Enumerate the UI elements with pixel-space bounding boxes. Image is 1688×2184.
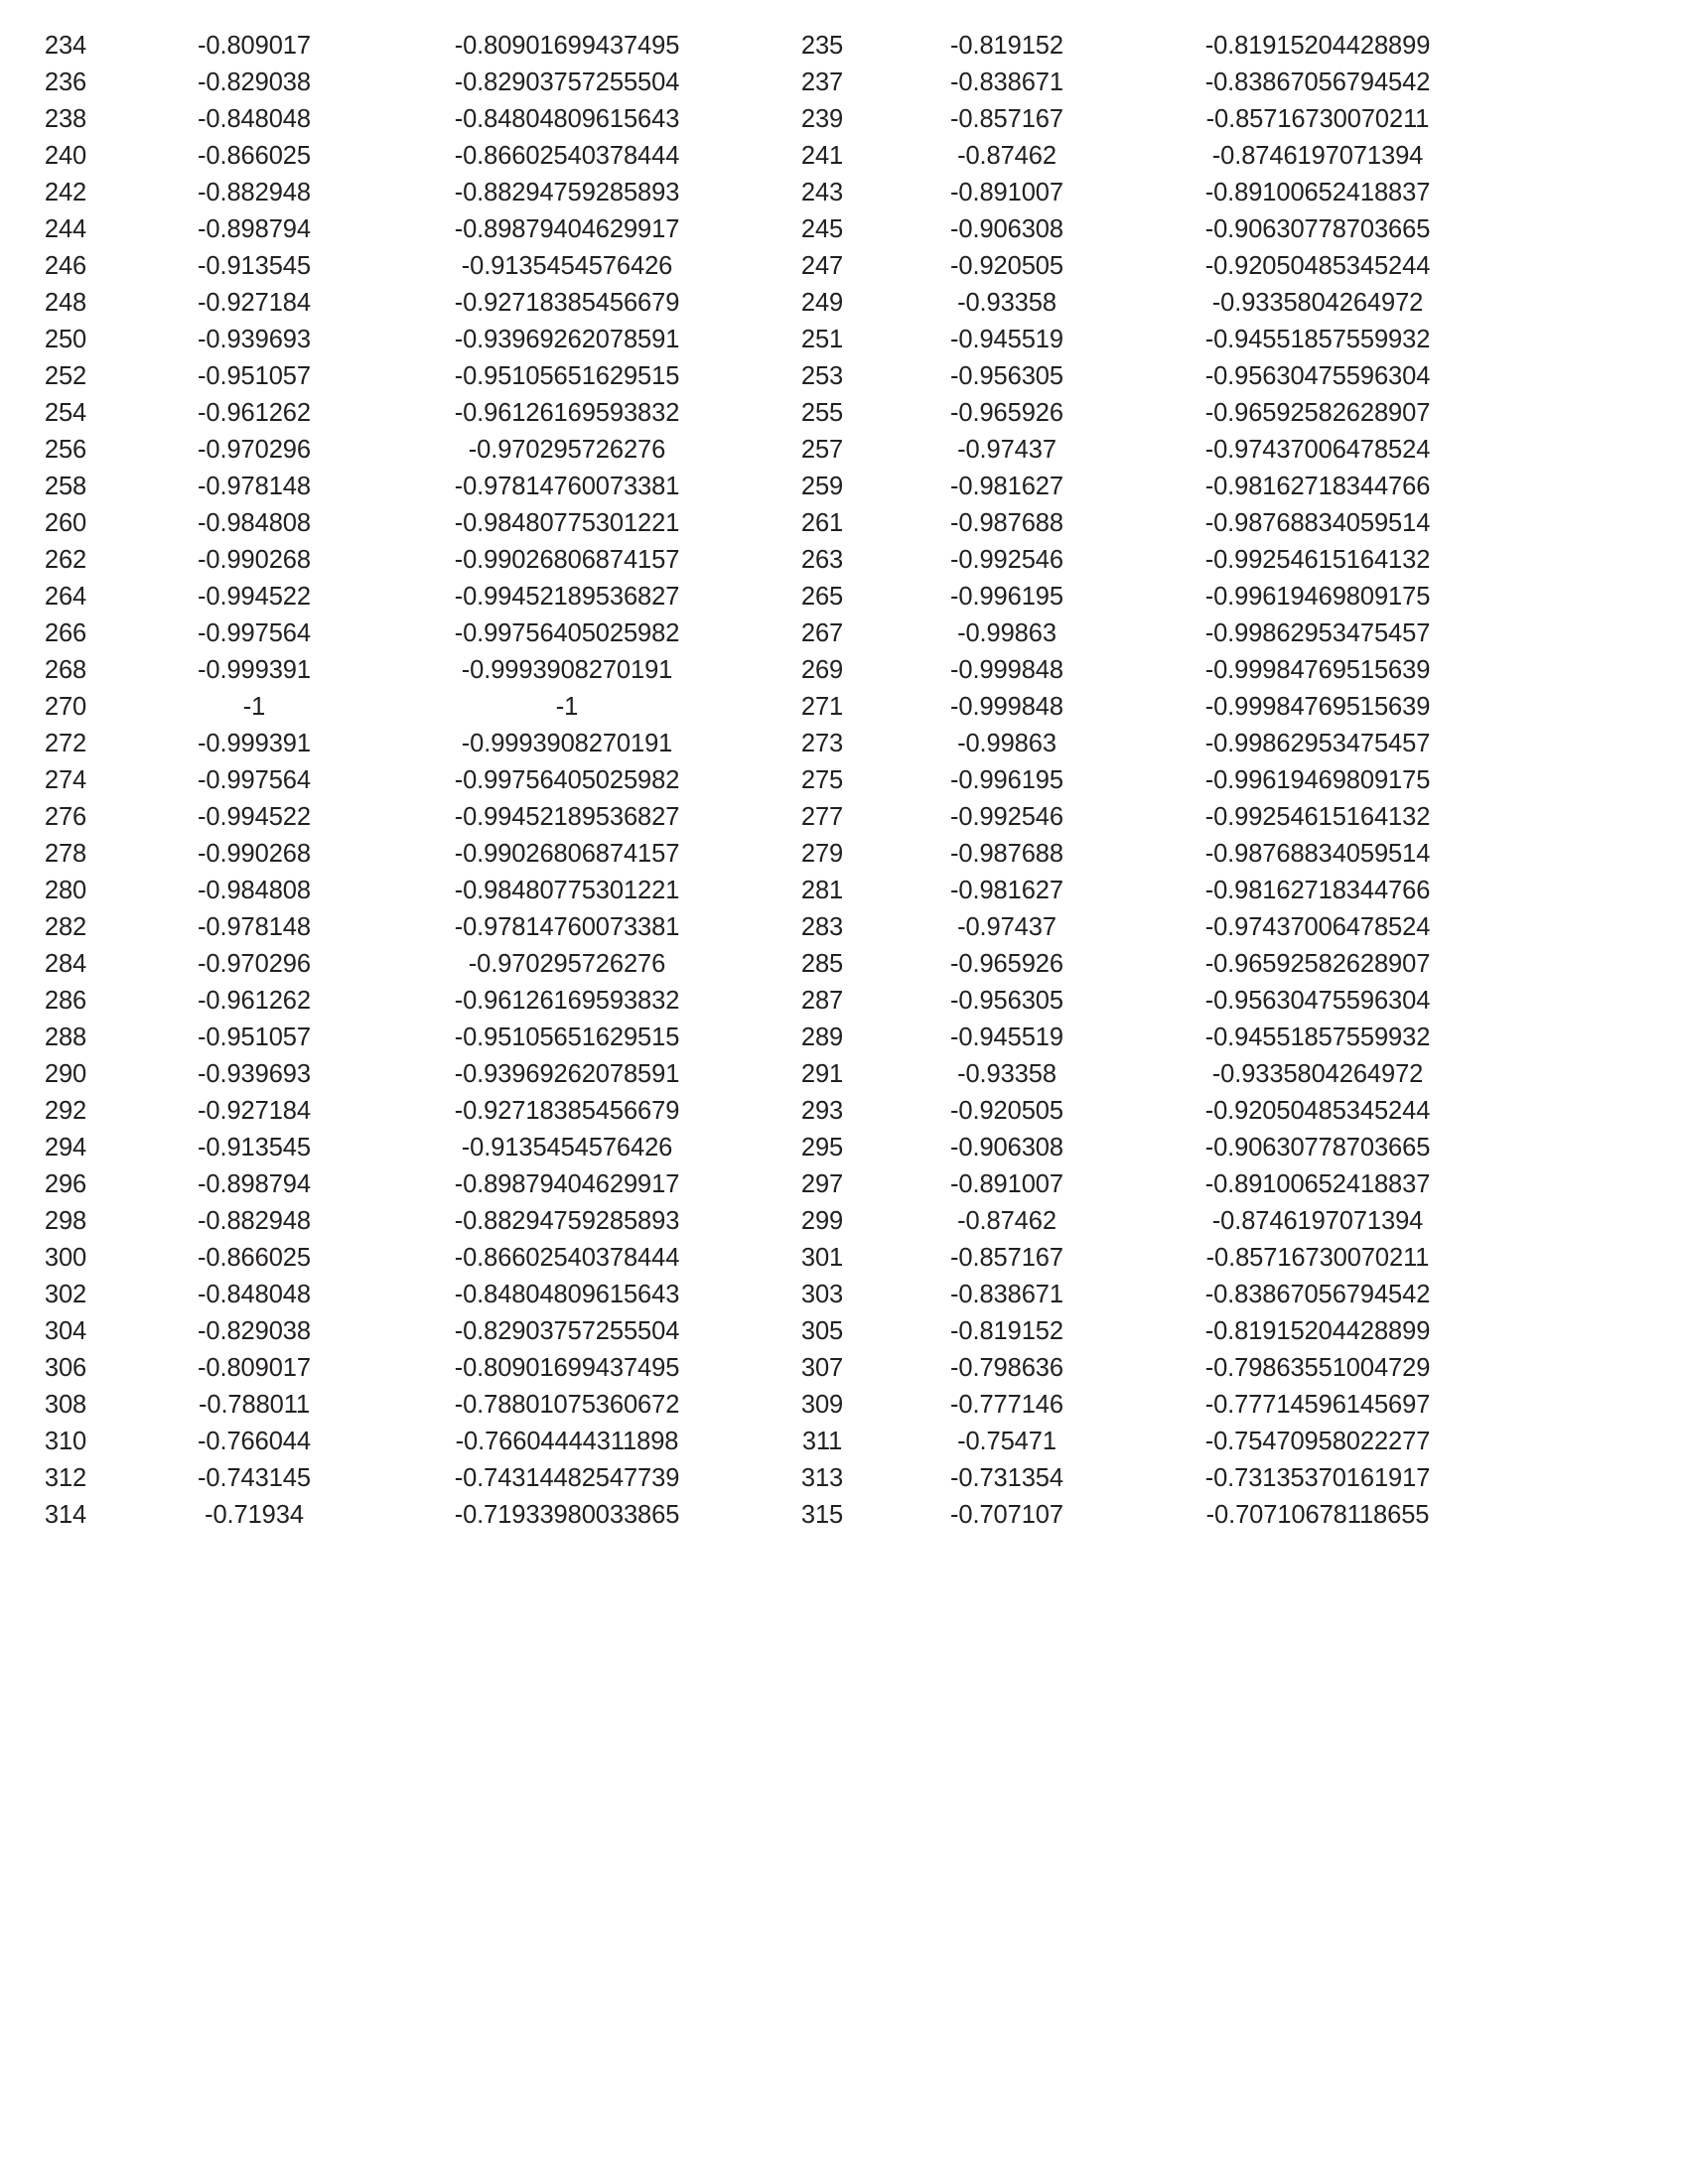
cell-full-precision-left: -0.970295726276: [468, 436, 666, 464]
table-row: [0, 248, 1509, 285]
cell-full-precision-right: -0.9335804264972: [1211, 289, 1424, 317]
cell-value-right: -0.999848: [950, 693, 1063, 721]
cell-value-right: -0.819152: [950, 32, 1063, 60]
table-row: [0, 615, 1509, 652]
table-row: [0, 946, 1509, 983]
cell-full-precision-left: -0.92718385456679: [454, 289, 680, 317]
cell-index-left: 298: [44, 1207, 87, 1235]
cell-index-left: 244: [44, 215, 87, 243]
cell-index-left: 292: [44, 1097, 87, 1125]
cell-full-precision-right: -0.95630475596304: [1204, 987, 1431, 1015]
cell-index-right: 313: [800, 1464, 844, 1492]
cell-value-right: -0.956305: [950, 362, 1063, 390]
cell-value-right: -0.987688: [950, 840, 1063, 868]
cell-full-precision-left: -0.88294759285893: [454, 179, 680, 206]
cell-index-left: 302: [44, 1281, 87, 1308]
cell-full-precision-left: -0.970295726276: [468, 950, 666, 978]
cell-full-precision-right: -0.8746197071394: [1211, 142, 1424, 170]
cell-index-right: 301: [800, 1244, 844, 1272]
table-row: [0, 836, 1509, 873]
cell-index-left: 268: [44, 656, 87, 684]
cell-value-right: -0.981627: [950, 473, 1063, 500]
cell-value-left: -0.848048: [198, 105, 311, 133]
cell-full-precision-right: -0.90630778703665: [1204, 215, 1431, 243]
table-row: [0, 799, 1509, 836]
cell-value-right: -0.981627: [950, 877, 1063, 904]
cell-full-precision-right: -0.85716730070211: [1205, 1244, 1430, 1272]
table-row: [0, 469, 1509, 505]
cell-index-right: 309: [800, 1391, 844, 1419]
cell-index-left: 246: [44, 252, 87, 280]
cell-index-left: 238: [44, 105, 87, 133]
cell-full-precision-right: -0.83867056794542: [1204, 68, 1431, 96]
cell-value-right: -0.945519: [950, 326, 1063, 353]
cell-index-right: 279: [800, 840, 844, 868]
cell-index-left: 264: [44, 583, 87, 611]
cell-index-right: 281: [800, 877, 844, 904]
cell-value-left: -0.743145: [198, 1464, 311, 1492]
cell-index-right: 265: [800, 583, 844, 611]
cell-full-precision-left: -0.92718385456679: [454, 1097, 680, 1125]
cell-full-precision-right: -0.79863551004729: [1204, 1354, 1431, 1382]
table-row: [0, 983, 1509, 1020]
cell-value-left: -0.994522: [198, 583, 311, 611]
table-row: [0, 505, 1509, 542]
cell-full-precision-right: -0.98768834059514: [1204, 509, 1431, 537]
cell-full-precision-left: -0.82903757255504: [454, 68, 680, 96]
cell-value-left: -0.848048: [198, 1281, 311, 1308]
cell-full-precision-left: -0.89879404629917: [454, 215, 680, 243]
cell-index-left: 270: [44, 693, 87, 721]
cell-value-left: -0.951057: [198, 1024, 311, 1051]
cell-index-right: 257: [800, 436, 844, 464]
cell-index-right: 235: [800, 32, 844, 60]
cell-full-precision-left: -0.93969262078591: [454, 326, 680, 353]
cell-value-left: -0.882948: [198, 1207, 311, 1235]
cell-index-right: 249: [800, 289, 844, 317]
cell-full-precision-left: -0.99756405025982: [454, 619, 680, 647]
table-row: [0, 909, 1509, 946]
cell-index-right: 307: [800, 1354, 844, 1382]
cell-index-left: 296: [44, 1170, 87, 1198]
cell-index-left: 256: [44, 436, 87, 464]
cell-full-precision-left: -0.88294759285893: [454, 1207, 680, 1235]
cell-index-left: 286: [44, 987, 87, 1015]
cell-full-precision-right: -0.99984769515639: [1204, 693, 1431, 721]
cell-full-precision-right: -0.99619469809175: [1204, 583, 1431, 611]
table-row: [0, 542, 1509, 579]
cell-value-left: -0.866025: [198, 1244, 311, 1272]
cell-value-left: -0.866025: [198, 142, 311, 170]
table-row: [0, 1203, 1509, 1240]
cell-index-right: 255: [800, 399, 844, 427]
cell-value-left: -0.984808: [198, 877, 311, 904]
cell-value-right: -0.999848: [950, 656, 1063, 684]
cell-index-left: 266: [44, 619, 87, 647]
cell-value-right: -0.992546: [950, 546, 1063, 574]
cell-full-precision-left: -0.74314482547739: [454, 1464, 680, 1492]
cell-full-precision-left: -0.76604444311898: [455, 1428, 679, 1455]
table-row: [0, 1056, 1509, 1093]
table-row: [0, 762, 1509, 799]
cell-index-right: 251: [800, 326, 844, 353]
cell-index-right: 315: [800, 1501, 844, 1529]
cell-full-precision-left: -0.9993908270191: [461, 730, 673, 757]
cell-value-left: -0.71934: [205, 1501, 304, 1529]
cell-index-left: 310: [44, 1428, 87, 1455]
table-row: [0, 726, 1509, 762]
table-row: [0, 1277, 1509, 1313]
cell-value-left: -0.999391: [198, 730, 311, 757]
cell-index-left: 248: [44, 289, 87, 317]
cell-value-right: -0.777146: [950, 1391, 1063, 1419]
cell-full-precision-right: -0.8746197071394: [1211, 1207, 1424, 1235]
cell-index-right: 289: [800, 1024, 844, 1051]
cell-value-right: -0.97437: [957, 913, 1056, 941]
cell-full-precision-right: -0.92050485345244: [1204, 1097, 1431, 1125]
cell-value-left: -0.809017: [198, 1354, 311, 1382]
cell-value-left: -0.913545: [198, 1134, 311, 1161]
cell-value-right: -0.965926: [950, 950, 1063, 978]
cell-full-precision-left: -0.96126169593832: [454, 987, 680, 1015]
table-row: [0, 873, 1509, 909]
cell-full-precision-left: -1: [555, 693, 579, 721]
cell-full-precision-left: -0.9993908270191: [461, 656, 673, 684]
table-row: [0, 579, 1509, 615]
cell-index-left: 254: [44, 399, 87, 427]
table-row: [0, 358, 1509, 395]
cell-full-precision-left: -0.84804809615643: [454, 1281, 680, 1308]
cell-value-right: -0.731354: [950, 1464, 1063, 1492]
cell-full-precision-left: -0.86602540378444: [454, 1244, 680, 1272]
cell-value-right: -0.99863: [957, 619, 1056, 647]
table-row: [0, 1020, 1509, 1056]
cell-value-left: -0.961262: [198, 987, 311, 1015]
table-row: [0, 175, 1509, 211]
cell-full-precision-right: -0.98768834059514: [1204, 840, 1431, 868]
cell-full-precision-right: -0.75470958022277: [1204, 1428, 1431, 1455]
cell-index-right: 267: [800, 619, 844, 647]
cell-index-left: 300: [44, 1244, 87, 1272]
cell-index-left: 306: [44, 1354, 87, 1382]
cell-value-left: -0.898794: [198, 215, 311, 243]
cell-full-precision-right: -0.94551857559932: [1204, 326, 1431, 353]
cell-value-left: -0.829038: [198, 68, 311, 96]
cell-full-precision-left: -0.98480775301221: [454, 509, 680, 537]
cell-value-left: -0.927184: [198, 289, 311, 317]
cell-index-left: 280: [44, 877, 87, 904]
cell-index-right: 241: [800, 142, 844, 170]
cell-index-left: 252: [44, 362, 87, 390]
cell-index-right: 269: [800, 656, 844, 684]
cell-value-right: -0.945519: [950, 1024, 1063, 1051]
cell-full-precision-left: -0.86602540378444: [454, 142, 680, 170]
table-row: [0, 1166, 1509, 1203]
cell-value-right: -0.93358: [957, 1060, 1056, 1088]
table-row: [0, 1424, 1509, 1460]
cell-full-precision-left: -0.99756405025982: [454, 766, 680, 794]
table-row: [0, 211, 1509, 248]
cell-index-left: 308: [44, 1391, 87, 1419]
cell-index-right: 259: [800, 473, 844, 500]
cell-full-precision-right: -0.99254615164132: [1204, 546, 1431, 574]
cell-index-left: 242: [44, 179, 87, 206]
cell-full-precision-right: -0.97437006478524: [1204, 436, 1431, 464]
cell-full-precision-right: -0.81915204428899: [1204, 32, 1431, 60]
cell-index-right: 245: [800, 215, 844, 243]
cell-value-right: -0.956305: [950, 987, 1063, 1015]
cell-value-right: -0.87462: [957, 1207, 1056, 1235]
cell-value-left: -0.970296: [198, 950, 311, 978]
cell-index-left: 258: [44, 473, 87, 500]
cell-full-precision-right: -0.96592582628907: [1204, 399, 1431, 427]
cell-index-right: 299: [800, 1207, 844, 1235]
table-row: [0, 1460, 1509, 1497]
cell-full-precision-right: -0.9335804264972: [1211, 1060, 1424, 1088]
cell-index-left: 290: [44, 1060, 87, 1088]
cell-value-left: -0.882948: [198, 179, 311, 206]
cell-value-left: -0.997564: [198, 766, 311, 794]
cell-full-precision-left: -0.80901699437495: [454, 32, 680, 60]
cell-full-precision-right: -0.98162718344766: [1204, 473, 1431, 500]
cell-value-right: -0.99863: [957, 730, 1056, 757]
cell-index-right: 311: [801, 1428, 843, 1455]
cell-value-left: -0.978148: [198, 913, 311, 941]
cell-value-left: -0.961262: [198, 399, 311, 427]
cell-index-left: 314: [44, 1501, 87, 1529]
cell-full-precision-right: -0.92050485345244: [1204, 252, 1431, 280]
cell-full-precision-right: -0.94551857559932: [1204, 1024, 1431, 1051]
cell-index-left: 250: [44, 326, 87, 353]
table-row: [0, 138, 1509, 175]
cell-value-right: -0.838671: [950, 1281, 1063, 1308]
cell-full-precision-left: -0.99452189536827: [454, 803, 680, 831]
table-row: [0, 1313, 1509, 1350]
numeric-value-table: [0, 28, 1509, 1534]
cell-full-precision-left: -0.9135454576426: [461, 252, 673, 280]
cell-value-right: -0.996195: [950, 766, 1063, 794]
cell-value-left: -0.829038: [198, 1317, 311, 1345]
cell-index-left: 236: [44, 68, 87, 96]
table-row: [0, 1497, 1509, 1534]
cell-value-right: -0.891007: [950, 179, 1063, 206]
cell-full-precision-right: -0.73135370161917: [1204, 1464, 1431, 1492]
cell-full-precision-right: -0.99619469809175: [1204, 766, 1431, 794]
cell-index-left: 288: [44, 1024, 87, 1051]
cell-index-right: 275: [800, 766, 844, 794]
cell-index-left: 240: [44, 142, 87, 170]
cell-index-right: 261: [800, 509, 844, 537]
cell-value-left: -0.898794: [198, 1170, 311, 1198]
table-row: [0, 1093, 1509, 1130]
table-body: [0, 28, 1509, 1534]
cell-index-left: 312: [44, 1464, 87, 1492]
cell-full-precision-right: -0.77714596145697: [1204, 1391, 1431, 1419]
table-row: [0, 1350, 1509, 1387]
cell-value-left: -0.927184: [198, 1097, 311, 1125]
table-container: [0, 28, 1688, 1534]
cell-index-left: 294: [44, 1134, 87, 1161]
cell-index-left: 272: [44, 730, 87, 757]
cell-index-right: 273: [800, 730, 844, 757]
cell-index-right: 247: [800, 252, 844, 280]
cell-value-left: -0.994522: [198, 803, 311, 831]
cell-full-precision-right: -0.98162718344766: [1204, 877, 1431, 904]
cell-value-left: -0.788011: [198, 1391, 311, 1419]
table-row: [0, 689, 1509, 726]
cell-value-right: -0.87462: [957, 142, 1056, 170]
table-row: [0, 322, 1509, 358]
cell-full-precision-left: -0.97814760073381: [454, 473, 680, 500]
cell-value-right: -0.798636: [950, 1354, 1063, 1382]
table-row: [0, 65, 1509, 101]
cell-index-left: 304: [44, 1317, 87, 1345]
cell-full-precision-right: -0.70710678118655: [1205, 1501, 1430, 1529]
cell-full-precision-right: -0.99862953475457: [1204, 619, 1431, 647]
cell-index-right: 291: [800, 1060, 844, 1088]
cell-full-precision-left: -0.97814760073381: [454, 913, 680, 941]
cell-index-left: 262: [44, 546, 87, 574]
cell-index-left: 278: [44, 840, 87, 868]
cell-index-right: 285: [800, 950, 844, 978]
cell-index-right: 239: [800, 105, 844, 133]
cell-value-left: -0.913545: [198, 252, 311, 280]
cell-full-precision-right: -0.89100652418837: [1204, 179, 1431, 206]
cell-value-left: -0.951057: [198, 362, 311, 390]
cell-full-precision-left: -0.99026806874157: [454, 546, 680, 574]
cell-full-precision-left: -0.9135454576426: [461, 1134, 673, 1161]
table-row: [0, 1387, 1509, 1424]
cell-value-left: -0.997564: [198, 619, 311, 647]
cell-value-left: -0.970296: [198, 436, 311, 464]
table-row: [0, 1240, 1509, 1277]
cell-full-precision-right: -0.85716730070211: [1205, 105, 1430, 133]
cell-index-right: 263: [800, 546, 844, 574]
cell-full-precision-left: -0.95105651629515: [454, 362, 680, 390]
cell-index-right: 283: [800, 913, 844, 941]
cell-value-left: -0.990268: [198, 840, 311, 868]
cell-value-left: -0.999391: [198, 656, 311, 684]
cell-index-right: 293: [800, 1097, 844, 1125]
cell-value-left: -0.939693: [198, 326, 311, 353]
cell-index-left: 284: [44, 950, 87, 978]
cell-value-right: -0.920505: [950, 252, 1063, 280]
cell-value-left: -0.939693: [198, 1060, 311, 1088]
cell-full-precision-right: -0.99984769515639: [1204, 656, 1431, 684]
cell-index-left: 234: [44, 32, 87, 60]
cell-index-right: 271: [800, 693, 844, 721]
cell-index-left: 276: [44, 803, 87, 831]
table-row: [0, 285, 1509, 322]
cell-full-precision-right: -0.81915204428899: [1204, 1317, 1431, 1345]
cell-index-right: 277: [800, 803, 844, 831]
cell-full-precision-left: -0.99452189536827: [454, 583, 680, 611]
cell-value-right: -0.987688: [950, 509, 1063, 537]
cell-full-precision-right: -0.99862953475457: [1204, 730, 1431, 757]
cell-value-right: -0.857167: [950, 105, 1063, 133]
cell-value-right: -0.965926: [950, 399, 1063, 427]
table-row: [0, 1130, 1509, 1166]
cell-full-precision-right: -0.96592582628907: [1204, 950, 1431, 978]
cell-value-right: -0.707107: [950, 1501, 1063, 1529]
cell-full-precision-left: -0.99026806874157: [454, 840, 680, 868]
cell-value-right: -0.996195: [950, 583, 1063, 611]
cell-full-precision-right: -0.89100652418837: [1204, 1170, 1431, 1198]
cell-value-left: -1: [242, 693, 266, 721]
cell-value-right: -0.819152: [950, 1317, 1063, 1345]
table-row: [0, 432, 1509, 469]
cell-full-precision-left: -0.95105651629515: [454, 1024, 680, 1051]
cell-full-precision-left: -0.93969262078591: [454, 1060, 680, 1088]
table-row: [0, 101, 1509, 138]
cell-full-precision-left: -0.71933980033865: [454, 1501, 680, 1529]
table-row: [0, 395, 1509, 432]
cell-value-left: -0.984808: [198, 509, 311, 537]
cell-value-right: -0.906308: [950, 1134, 1063, 1161]
cell-value-right: -0.75471: [957, 1428, 1056, 1455]
cell-index-left: 282: [44, 913, 87, 941]
cell-full-precision-right: -0.90630778703665: [1204, 1134, 1431, 1161]
cell-value-left: -0.766044: [198, 1428, 311, 1455]
cell-full-precision-left: -0.78801075360672: [454, 1391, 680, 1419]
cell-index-right: 243: [800, 179, 844, 206]
cell-full-precision-right: -0.99254615164132: [1204, 803, 1431, 831]
cell-value-right: -0.97437: [957, 436, 1056, 464]
cell-value-right: -0.838671: [950, 68, 1063, 96]
cell-full-precision-left: -0.80901699437495: [454, 1354, 680, 1382]
cell-index-left: 260: [44, 509, 87, 537]
cell-full-precision-left: -0.89879404629917: [454, 1170, 680, 1198]
cell-full-precision-left: -0.82903757255504: [454, 1317, 680, 1345]
cell-index-right: 287: [800, 987, 844, 1015]
cell-value-right: -0.93358: [957, 289, 1056, 317]
cell-value-right: -0.992546: [950, 803, 1063, 831]
cell-full-precision-right: -0.97437006478524: [1204, 913, 1431, 941]
cell-index-right: 297: [800, 1170, 844, 1198]
cell-value-right: -0.891007: [950, 1170, 1063, 1198]
cell-full-precision-left: -0.96126169593832: [454, 399, 680, 427]
cell-value-right: -0.920505: [950, 1097, 1063, 1125]
cell-full-precision-left: -0.84804809615643: [454, 105, 680, 133]
table-row: [0, 652, 1509, 689]
cell-index-right: 303: [800, 1281, 844, 1308]
cell-full-precision-left: -0.98480775301221: [454, 877, 680, 904]
cell-value-left: -0.978148: [198, 473, 311, 500]
cell-index-right: 305: [800, 1317, 844, 1345]
cell-index-right: 295: [800, 1134, 844, 1161]
cell-value-left: -0.990268: [198, 546, 311, 574]
cell-value-right: -0.906308: [950, 215, 1063, 243]
cell-index-right: 253: [800, 362, 844, 390]
cell-index-right: 237: [800, 68, 844, 96]
table-row: [0, 28, 1509, 65]
cell-value-right: -0.857167: [950, 1244, 1063, 1272]
cell-index-left: 274: [44, 766, 87, 794]
cell-full-precision-right: -0.95630475596304: [1204, 362, 1431, 390]
cell-full-precision-right: -0.83867056794542: [1204, 1281, 1431, 1308]
cell-value-left: -0.809017: [198, 32, 311, 60]
